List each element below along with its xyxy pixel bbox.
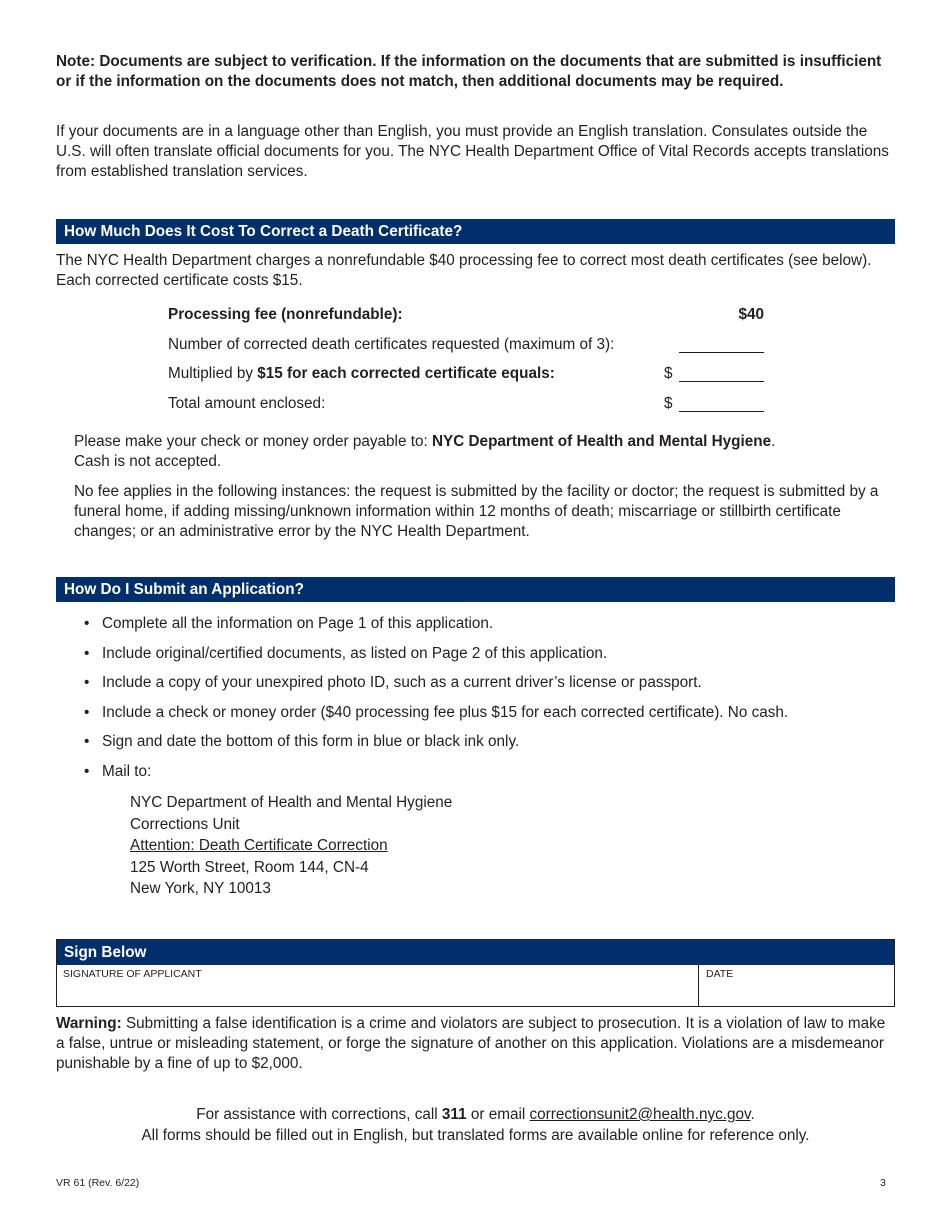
- payable-prefix: Please make your check or money order payable to:: [74, 433, 432, 450]
- address-line: New York, NY 10013: [130, 880, 271, 897]
- multiplied-label: [168, 364, 555, 384]
- total-row: [168, 394, 764, 424]
- address-attention: Attention: Death Certificate Correction: [130, 837, 388, 854]
- step-text: Include a check or money order ($40 processing fee plus $15 for each corrected certificate). No cash.: [102, 703, 789, 721]
- assistance-prefix: For assistance with corrections, call: [196, 1106, 442, 1123]
- assistance-suffix: .: [750, 1106, 755, 1123]
- bullet: •: [84, 674, 90, 691]
- cost-section-heading: How Much Does It Cost To Correct a Death Certificate?: [56, 219, 895, 244]
- address-line: Corrections Unit: [130, 815, 240, 833]
- list-item: [84, 703, 895, 733]
- fee-table: [168, 305, 764, 423]
- form-id: VR 61 (Rev. 6/22): [56, 1177, 140, 1189]
- cost-intro: The NYC Health Department charges a nonrefundable $40 processing fee to correct most death certificates (see below). Each corrected certificate costs $15.: [56, 252, 872, 289]
- number-certificates-label: Number of corrected death certificates requested (maximum of 3):: [168, 335, 615, 353]
- multiplied-dollar-sign: $: [664, 365, 673, 382]
- submit-section-heading: How Do I Submit an Application?: [56, 577, 895, 602]
- processing-fee-label: Processing fee (nonrefundable):: [168, 306, 403, 323]
- page-number: 3: [880, 1177, 886, 1189]
- multiplied-row: [168, 364, 764, 394]
- number-certificates-row: [168, 335, 764, 365]
- total-dollar-sign: $: [664, 394, 673, 412]
- list-item: [84, 673, 895, 703]
- number-certificates-field[interactable]: [679, 352, 764, 353]
- warning-paragraph: [56, 1014, 895, 1074]
- assistance-middle: or email: [466, 1106, 530, 1123]
- bullet: •: [84, 644, 90, 662]
- bullet: •: [84, 703, 90, 721]
- warning-text: Submitting a false identification is a crime and violators are subject to prosecution. It is a violation of law to make a false, untrue or misleading statement, or forge the signature of another on this application. Violations are a misdemeanor punishable by a fine of up to $2,000.: [56, 1015, 886, 1072]
- list-item: [84, 732, 895, 762]
- payable-name: NYC Department of Health and Mental Hygiene: [431, 433, 772, 450]
- payable-suffix: .: [771, 433, 776, 450]
- payable-paragraph: [74, 432, 895, 472]
- bullet: •: [84, 733, 90, 750]
- step-text: Complete all the information on Page 1 of this application.: [102, 615, 494, 632]
- step-text: Include original/certified documents, as listed on Page 2 of this application.: [102, 644, 608, 662]
- total-label: Total amount enclosed:: [168, 394, 326, 412]
- multiplied-amount-field[interactable]: [679, 381, 764, 382]
- date-label: DATE: [706, 968, 734, 980]
- list-item: [84, 762, 895, 792]
- verification-note: Note: Documents are subject to verification. If the information on the documents that are submitted is insufficient or if the information on the documents does not match, then additional documents may be required.: [56, 53, 882, 90]
- multiplied-bold: $15 for each corrected certificate equals:: [257, 365, 555, 382]
- multiplied-prefix: Multiplied by: [168, 365, 258, 382]
- total-amount-field[interactable]: [679, 411, 764, 412]
- assistance-line-1: [56, 1104, 895, 1125]
- processing-fee-row: [168, 305, 764, 335]
- translation-paragraph: If your documents are in a language other than English, you must provide an English translation. Consulates outside the U.S. will often translate official documents for you. The NYC Health Department Office of Vital Records accepts translations from established translation services.: [56, 123, 889, 180]
- step-text: Include a copy of your unexpired photo ID, such as a current driver’s license or passport.: [102, 674, 702, 691]
- sign-box: [56, 939, 895, 1007]
- cash-note: Cash is not accepted.: [74, 453, 222, 470]
- submit-steps-list: [84, 614, 895, 791]
- mailing-address: [130, 792, 452, 900]
- assistance-phone: 311: [441, 1106, 467, 1123]
- step-text: Mail to:: [102, 762, 152, 780]
- signature-label: SIGNATURE OF APPLICANT: [63, 968, 202, 980]
- no-fee-paragraph: No fee applies in the following instances: the request is submitted by the facility or doctor; the request is submitted by a funeral home, if adding missing/unknown information within 12 months of death; miscarriage or stillbirth certificate changes; or an administrative error by the NYC Health Department.: [74, 483, 879, 540]
- assistance-line-2: All forms should be filled out in English, but translated forms are available online for reference only.: [141, 1127, 810, 1144]
- bullet: •: [84, 762, 90, 780]
- date-field[interactable]: [700, 965, 894, 1006]
- step-text: Sign and date the bottom of this form in blue or black ink only.: [102, 733, 520, 750]
- signature-field[interactable]: [57, 965, 699, 1006]
- bullet: •: [84, 615, 90, 632]
- sign-fields: [57, 965, 894, 1006]
- list-item: [84, 644, 895, 674]
- assistance-info: [56, 1104, 895, 1146]
- sign-section-heading: Sign Below: [57, 940, 894, 965]
- list-item: [84, 614, 895, 644]
- address-line: NYC Department of Health and Mental Hygiene: [130, 794, 453, 811]
- processing-fee-amount: $40: [738, 306, 764, 323]
- assistance-email-link[interactable]: correctionsunit2@health.nyc.gov: [529, 1106, 751, 1123]
- address-line: 125 Worth Street, Room 144, CN-4: [130, 858, 369, 876]
- warning-label: Warning:: [56, 1015, 122, 1032]
